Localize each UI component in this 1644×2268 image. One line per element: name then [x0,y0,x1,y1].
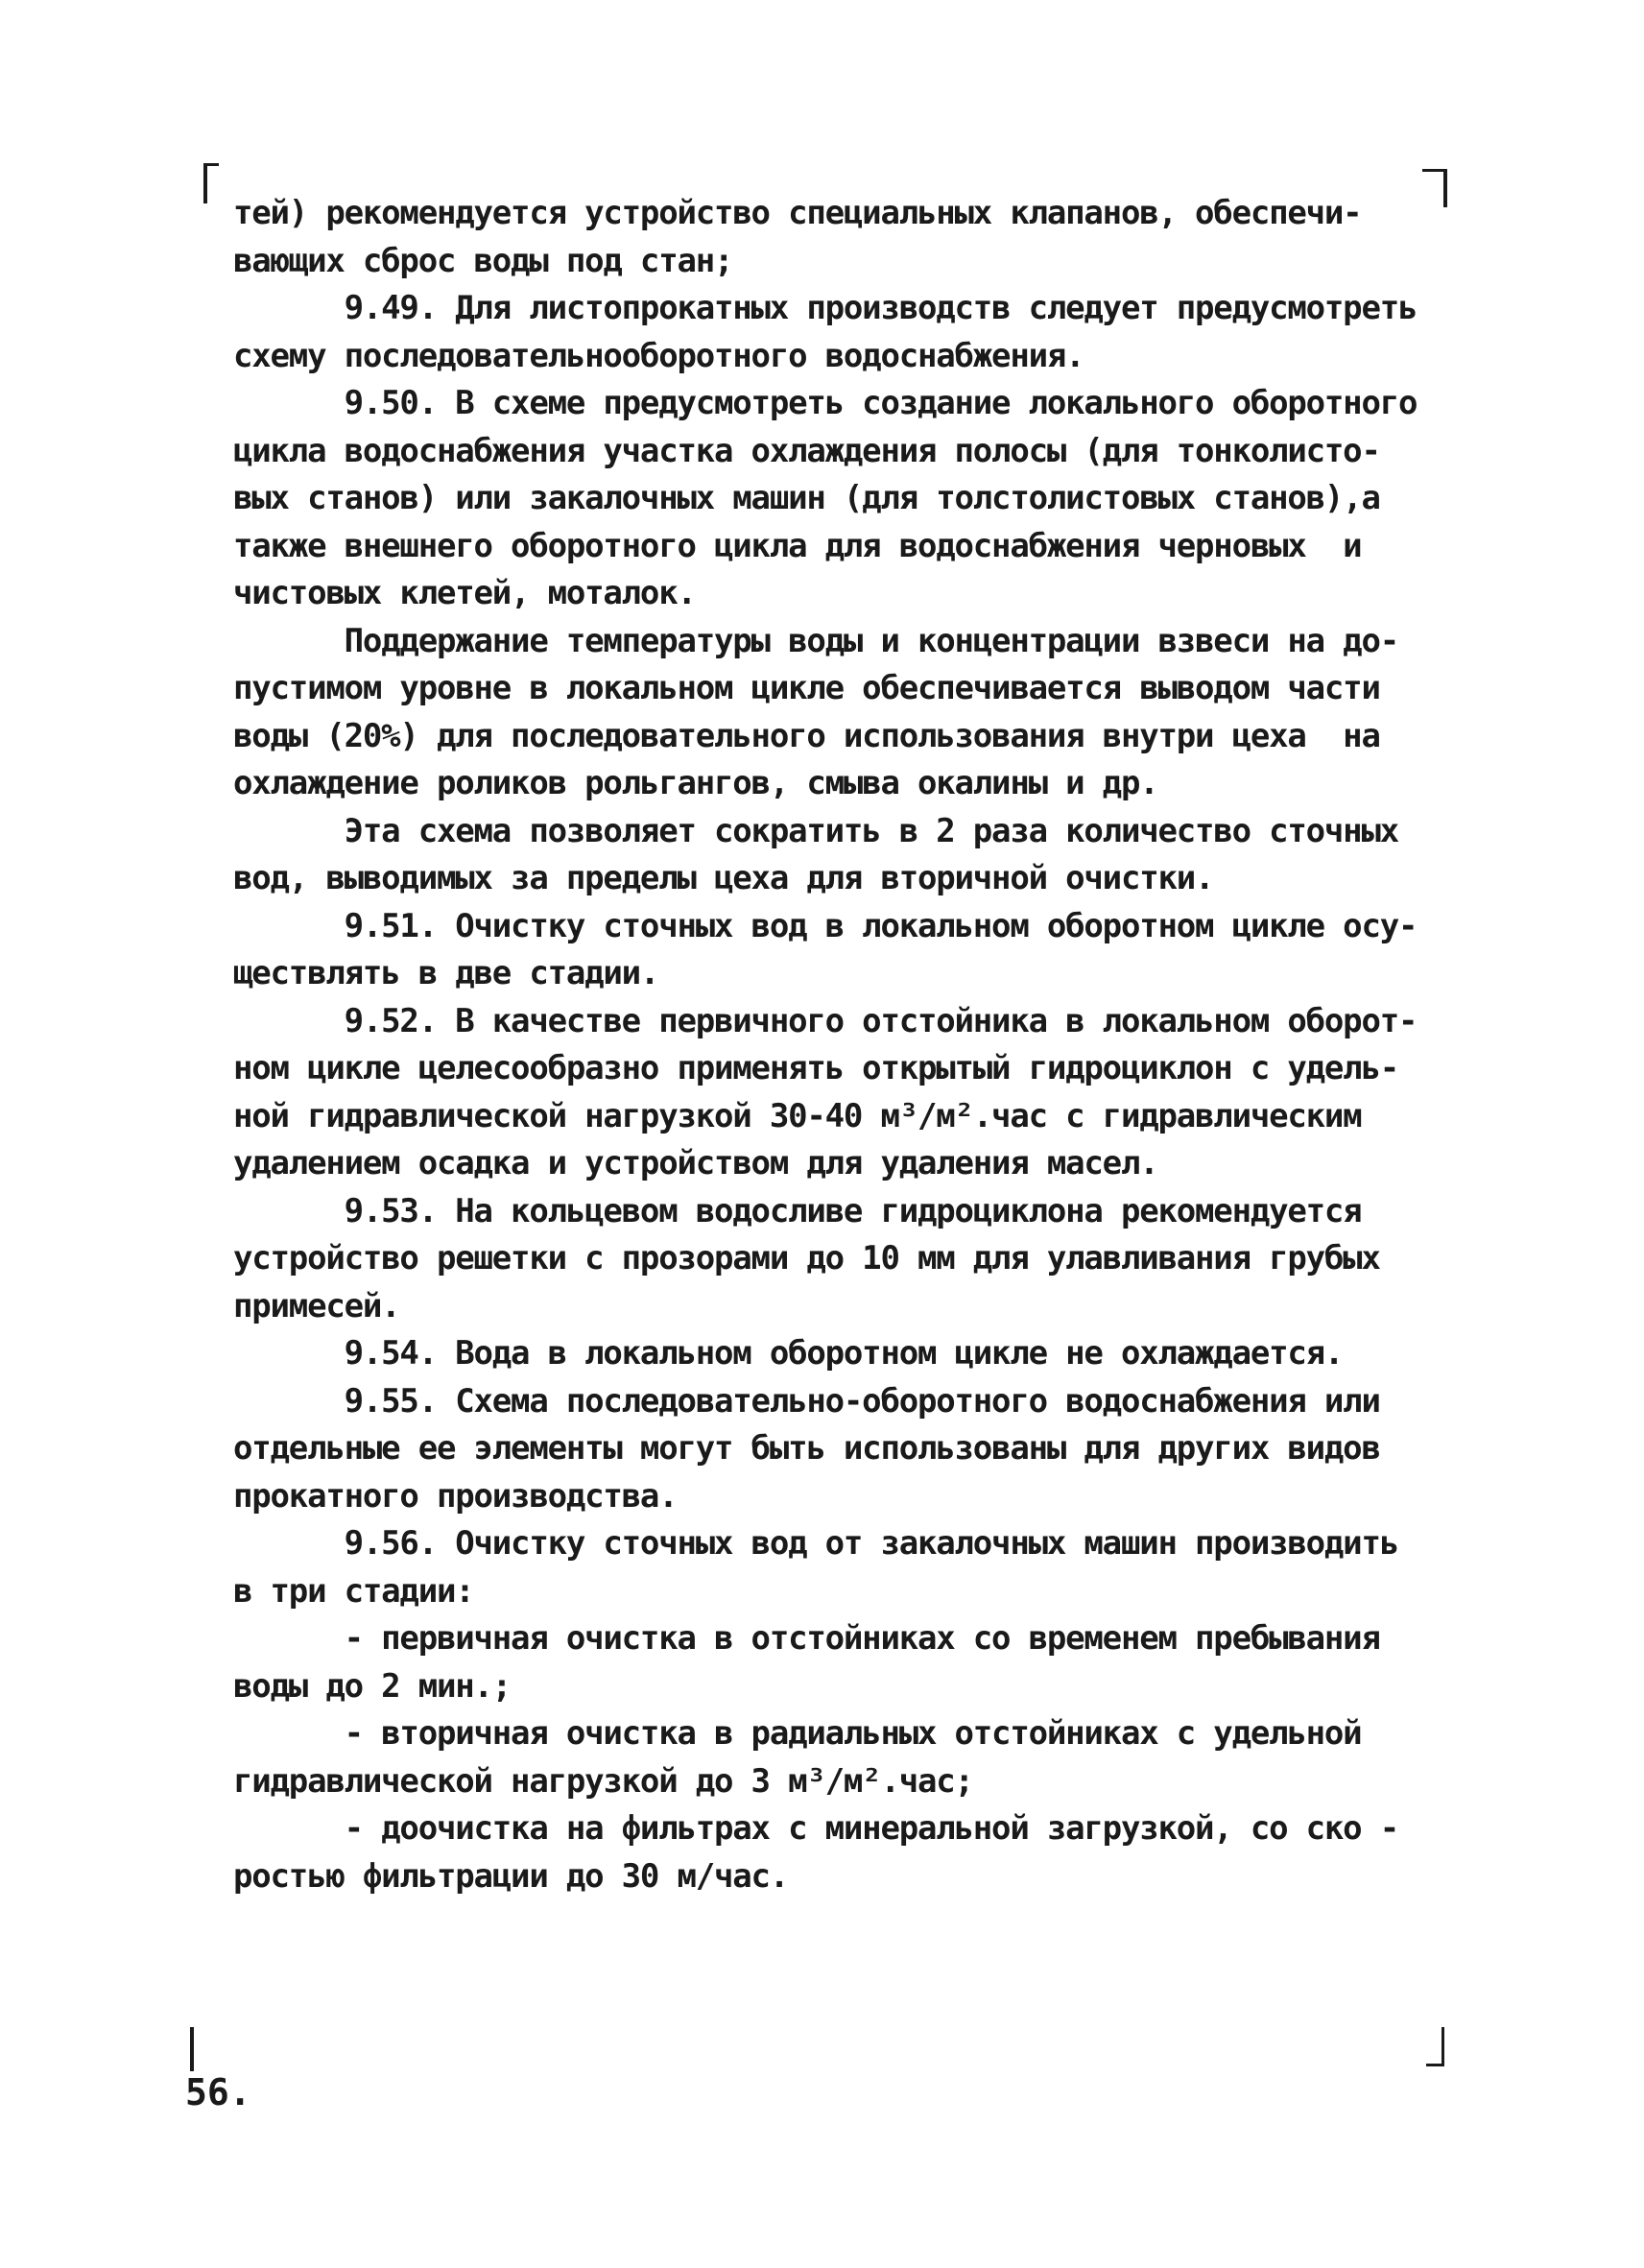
text-line: прокатного производства. [233,1476,678,1516]
text-line: 9.49. Для листопрокатных производств следует предусмотреть [233,289,1418,327]
text-line: Эта схема позволяет сократить в 2 раза количество сточных [233,811,1398,850]
text-line: устройство решетки с прозорами до 10 мм для улавливания грубых [233,1239,1380,1277]
text-line: ростью фильтрации до 30 м/час. [233,1856,789,1896]
text-line: в три стадии: [233,1571,474,1611]
text-line: 9.53. На кольцевом водосливе гидроциклона рекомендуется [233,1191,1362,1230]
corner-mark-top-right-vertical [1443,169,1447,207]
corner-mark-bottom-right-vertical [1441,2027,1444,2065]
text-line: гидравлической нагрузкой до 3 м³/м².час; [233,1761,973,1801]
text-line: воды до 2 мин.; [233,1666,512,1706]
text-line: 9.50. В схеме предусмотреть создание локального оборотного [233,384,1418,422]
corner-mark-top-right-horizontal [1422,169,1447,172]
text-line: ществлять в две стадии. [233,954,659,992]
corner-mark-bottom-right-horizontal [1426,2064,1444,2066]
text-line: ном цикле целесообразно применять открытый гидроциклон с удель- [233,1049,1398,1087]
text-line: 9.51. Очистку сточных вод в локальном оборотном цикле осу- [233,906,1418,945]
text-line: воды (20%) для последовательного использования внутри цеха на [233,716,1380,755]
text-line: схему последовательнооборотного водоснабжения. [233,336,1084,375]
text-line: ной гидравлической нагрузкой 30-40 м³/м².час с гидравлическим [233,1096,1362,1135]
text-line: вающих сброс воды под стан; [233,241,733,280]
text-line: вод, выводимых за пределы цеха для вторичной очистки. [233,859,1214,897]
text-line: 9.56. Очистку сточных вод от закалочных машин производить [233,1524,1398,1563]
corner-mark-top-left-horizontal [203,163,219,166]
corner-mark-top-left-vertical [203,163,207,203]
text-line: 9.54. Вода в локальном оборотном цикле не охлаждается. [233,1334,1344,1373]
text-line: - первичная очистка в отстойниках со временем пребывания [233,1619,1380,1658]
page-number: 56. [185,2071,251,2113]
corner-mark-bottom-left-vertical [190,2027,194,2071]
text-line: тей) рекомендуется устройство специальных клапанов, обеспечи- [233,194,1362,232]
text-line: Поддержание температуры воды и концентрации взвеси на до- [233,621,1398,660]
text-line: 9.55. Схема последовательно-оборотного водоснабжения или [233,1381,1380,1420]
text-line: охлаждение роликов рольгангов, смыва окалины и др. [233,764,1158,802]
text-line: вых станов) или закалочных машин (для толстолистовых станов),а [233,479,1380,517]
text-line: примесей. [233,1286,400,1325]
document-body-text [233,190,1442,1900]
text-line: - доочистка на фильтрах с минеральной загрузкой, со ско - [233,1809,1398,1848]
text-line: отдельные ее элементы могут быть использованы для других видов [233,1429,1380,1468]
text-line: также внешнего оборотного цикла для водоснабжения черновых и [233,526,1362,565]
text-line: цикла водоснабжения участка охлаждения полосы (для тонколисто- [233,431,1380,470]
text-line: пустимом уровне в локальном цикле обеспечивается выводом части [233,669,1380,707]
text-line: - вторичная очистка в радиальных отстойниках с удельной [233,1714,1362,1753]
text-line: 9.52. В качестве первичного отстойника в локальном оборот- [233,1001,1418,1040]
text-line: удалением осадка и устройством для удаления масел. [233,1144,1158,1182]
text-line: чистовых клетей, моталок. [233,574,696,612]
